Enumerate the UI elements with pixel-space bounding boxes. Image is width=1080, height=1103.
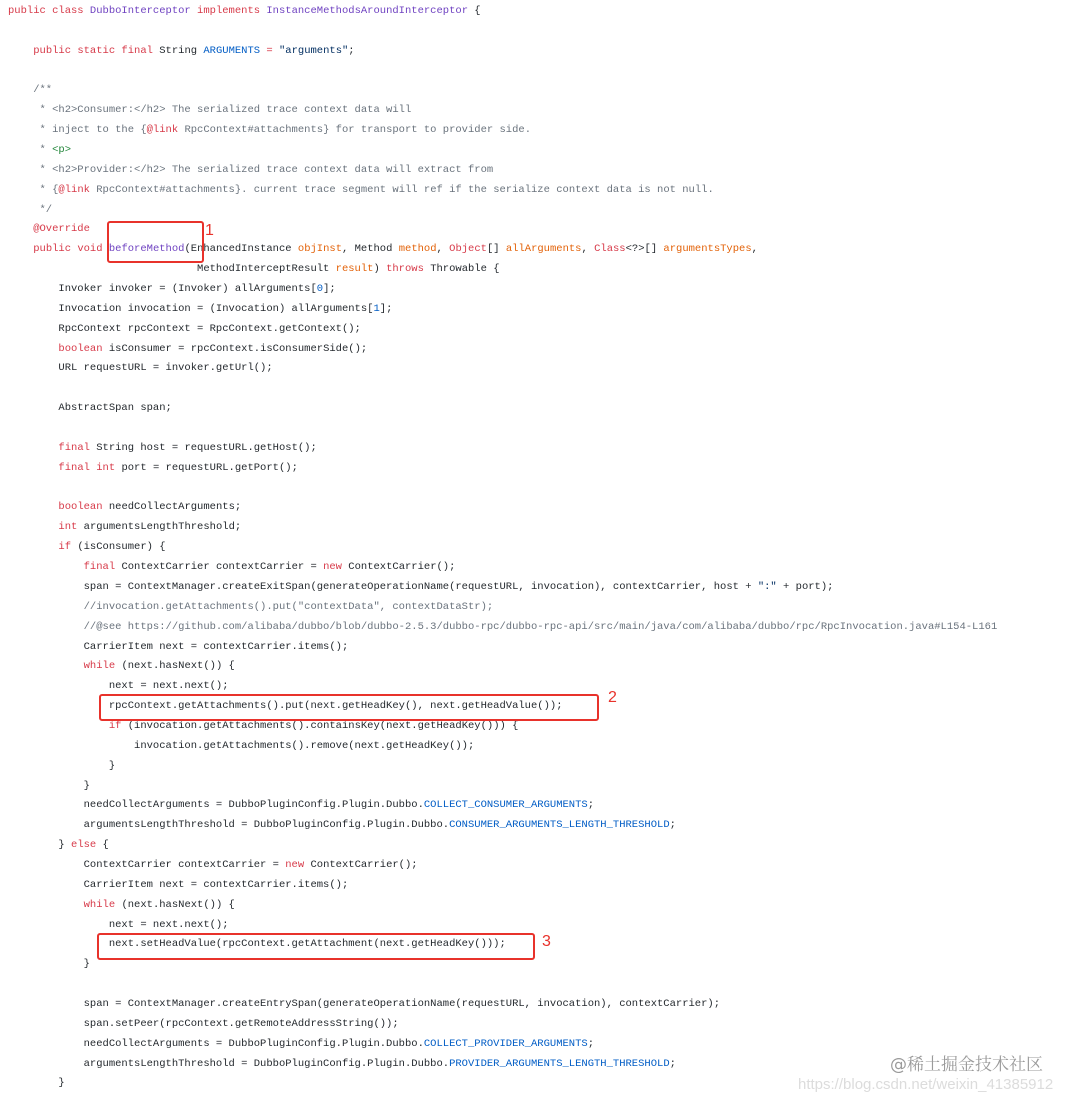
code-line: [8, 1055, 997, 1075]
code-line: [8, 737, 997, 757]
code-token: span = ContextManager.createEntrySpan(generateOperationName(requestURL, invocation), contextCarrier);: [8, 997, 721, 1010]
code-token: needCollectArguments = DubboPluginConfig.Plugin.Dubbo.: [8, 1037, 424, 1050]
code-token: //invocation.getAttachments().put("contextData", contextDataStr);: [8, 600, 494, 613]
code-token: next.setHeadValue(rpcContext.getAttachment(next.getHeadKey()));: [8, 938, 506, 951]
code-token: [8, 899, 84, 911]
code-token: ,: [436, 243, 450, 256]
code-line: [8, 359, 997, 379]
highlight-box-2: [99, 694, 599, 721]
code-token: =: [266, 44, 279, 57]
code-token: ;: [587, 799, 595, 812]
code-token: * {: [8, 183, 59, 196]
code-token: ContextCarrier();: [310, 858, 418, 871]
code-token: URL requestURL = invoker.getUrl();: [8, 362, 273, 375]
code-line: [8, 876, 997, 896]
code-line: [8, 439, 997, 459]
code-token: [8, 243, 33, 255]
code-line: [8, 777, 997, 797]
code-token: span = ContextManager.createExitSpan(generateOperationName(requestURL, invocation), contextCarrier, host +: [8, 580, 758, 593]
code-token: (isConsumer) {: [77, 541, 166, 554]
code-token: final int: [58, 461, 122, 474]
code-token: ,: [581, 243, 595, 256]
code-token: [8, 462, 58, 474]
code-token: (next.hasNext()) {: [121, 660, 235, 673]
code-token: COLLECT_PROVIDER_ARGUMENTS: [423, 1037, 588, 1050]
code-token: final: [83, 561, 122, 574]
code-line: [8, 836, 997, 856]
code-token: }: [8, 1077, 65, 1090]
code-token: argumentsLengthThreshold;: [83, 521, 242, 534]
code-token: AbstractSpan span;: [8, 402, 172, 415]
code-token: {: [474, 5, 481, 17]
code-token: String host = requestURL.getHost();: [96, 441, 317, 454]
code-token: /**: [8, 84, 53, 97]
code-line: [8, 42, 997, 62]
code-token: ,: [751, 243, 758, 256]
code-line: [8, 796, 997, 816]
code-token: InstanceMethodsAroundInterceptor: [266, 5, 475, 17]
code-line: [8, 340, 997, 360]
code-line: [8, 896, 997, 916]
code-token: boolean: [58, 342, 109, 355]
code-token: RpcContext rpcContext = RpcContext.getContext();: [8, 322, 361, 335]
code-token: */: [8, 203, 53, 216]
code-token: port = requestURL.getPort();: [121, 461, 298, 474]
code-line: [8, 538, 997, 558]
code-token: span.setPeer(rpcContext.getRemoteAddressString());: [8, 1017, 399, 1030]
code-token: Class: [594, 243, 626, 256]
annotation-label-3: 3: [542, 933, 551, 950]
code-line: [8, 101, 997, 121]
code-token: * inject to the {: [8, 124, 147, 137]
code-line: [8, 399, 997, 419]
code-token: Invoker invoker = (Invoker) allArguments[: [8, 283, 317, 296]
code-token: CarrierItem next = contextCarrier.items();: [8, 640, 349, 653]
code-line: [8, 81, 997, 101]
highlight-box-3: [97, 933, 535, 960]
code-token: COLLECT_CONSUMER_ARGUMENTS: [423, 799, 588, 812]
code-token: ARGUMENTS: [203, 44, 267, 57]
code-token: method: [398, 243, 437, 256]
code-token: {: [102, 839, 109, 852]
code-line: [8, 2, 997, 22]
code-token: final: [58, 441, 97, 454]
code-token: }: [8, 958, 90, 971]
code-token: String: [159, 44, 204, 57]
code-token: ];: [379, 302, 393, 315]
code-token: ;: [669, 819, 676, 832]
code-token: public static final: [33, 44, 160, 57]
code-token: <?>[]: [625, 243, 664, 256]
code-token: allArguments: [505, 243, 582, 256]
code-line: [8, 638, 997, 658]
code-token: isConsumer = rpcContext.isConsumerSide();: [108, 342, 368, 355]
code-line: [8, 657, 997, 677]
code-token: *: [8, 144, 53, 157]
code-token: [8, 660, 84, 672]
code-token: [8, 501, 58, 513]
code-line: [8, 62, 997, 82]
code-token: new: [285, 858, 311, 871]
watermark-site: @稀土掘金技术社区: [890, 1055, 1043, 1075]
code-token: ;: [669, 1057, 676, 1070]
code-token: argumentsLengthThreshold = DubboPluginConfig.Plugin.Dubbo.: [8, 819, 450, 832]
code-token: ): [373, 263, 387, 276]
code-token: ContextCarrier();: [348, 561, 456, 574]
code-token: (EnhancedInstance: [184, 243, 298, 256]
code-token: , Method: [342, 243, 399, 256]
code-token: [8, 541, 58, 553]
code-token: next = next.next();: [8, 918, 229, 931]
code-token: @link: [58, 183, 90, 196]
code-token: public class: [8, 5, 90, 17]
code-token: Object: [449, 243, 487, 256]
code-token: <p>: [52, 144, 72, 157]
code-token: [8, 720, 109, 732]
annotation-label-2: 2: [608, 689, 617, 706]
code-line: [8, 141, 997, 161]
code-token: rpcContext.getAttachments().put(next.getHeadKey(), next.getHeadValue());: [8, 700, 563, 713]
code-token: else: [71, 839, 103, 852]
code-token: result: [335, 263, 374, 276]
code-token: ContextCarrier contextCarrier =: [121, 561, 324, 574]
code-line: [8, 419, 997, 439]
code-token: next = next.next();: [8, 680, 229, 693]
annotation-label-1: 1: [205, 222, 214, 239]
code-line: [8, 816, 997, 836]
code-token: PROVIDER_ARGUMENTS_LENGTH_THRESHOLD: [449, 1057, 670, 1070]
code-token: @link: [146, 124, 179, 137]
code-token: MethodInterceptResult: [8, 263, 336, 276]
code-token: DubboInterceptor: [89, 5, 198, 17]
code-token: argumentsLengthThreshold = DubboPluginConfig.Plugin.Dubbo.: [8, 1057, 450, 1070]
code-line: [8, 459, 997, 479]
code-token: [8, 442, 58, 454]
code-token: (invocation.getAttachments().containsKey(next.getHeadKey())) {: [127, 719, 519, 732]
code-line: [8, 379, 997, 399]
code-line: [8, 1035, 997, 1055]
code-token: if: [58, 541, 78, 554]
code-line: [8, 498, 997, 518]
code-token: * <h2>Consumer:</h2> The serialized trace context data will: [8, 104, 412, 117]
code-line: [8, 300, 997, 320]
code-token: CONSUMER_ARGUMENTS_LENGTH_THRESHOLD: [449, 819, 670, 832]
code-line: [8, 995, 997, 1015]
code-token: argumentsTypes: [663, 243, 752, 256]
code-token: [8, 521, 58, 533]
code-token: beforeMethod: [108, 243, 185, 256]
code-token: "arguments": [278, 44, 349, 57]
code-line: [8, 479, 997, 499]
code-block: [8, 2, 997, 1094]
code-line: [8, 578, 997, 598]
code-token: ];: [323, 283, 336, 296]
code-token: invocation.getAttachments().remove(next.getHeadKey());: [8, 739, 475, 752]
code-token: boolean: [58, 501, 109, 514]
code-token: }: [8, 759, 116, 772]
code-line: [8, 280, 997, 300]
code-token: (next.hasNext()) {: [121, 898, 235, 911]
code-token: ;: [348, 44, 355, 57]
code-token: RpcContext#attachments} for transport to provider side.: [178, 124, 531, 137]
code-token: objInst: [297, 243, 342, 256]
code-token: needCollectArguments = DubboPluginConfig.Plugin.Dubbo.: [8, 799, 424, 812]
code-token: [8, 45, 33, 57]
code-token: //@see https://github.com/alibaba/dubbo/blob/dubbo-2.5.3/dubbo-rpc/dubbo-rpc-api/src/main/java/com/alibaba/dubbo/rpc/RpcInvocation.java#L154-L161: [8, 620, 998, 633]
code-token: @Override: [8, 223, 90, 236]
code-line: [8, 22, 997, 42]
code-token: ;: [587, 1037, 595, 1050]
code-token: Throwable {: [430, 263, 500, 276]
code-token: int: [58, 521, 84, 534]
code-line: [8, 618, 997, 638]
code-line: [8, 161, 997, 181]
code-line: [8, 121, 997, 141]
code-line: [8, 201, 997, 221]
code-token: while: [83, 660, 122, 673]
code-token: needCollectArguments;: [108, 501, 242, 514]
code-token: RpcContext#attachments}. current trace segment will ref if the serialize context data is not null.: [89, 183, 714, 196]
code-line: [8, 598, 997, 618]
code-token: [8, 561, 84, 573]
code-line: [8, 518, 997, 538]
code-line: [8, 975, 997, 995]
code-line: [8, 320, 997, 340]
code-token: implements: [197, 5, 267, 17]
code-token: [8, 343, 58, 355]
code-token: }: [8, 839, 72, 852]
code-token: if: [108, 719, 128, 732]
code-token: * <h2>Provider:</h2> The serialized trace context data will extract from: [8, 163, 494, 176]
code-token: while: [83, 898, 122, 911]
code-token: CarrierItem next = contextCarrier.items();: [8, 878, 349, 891]
code-token: public void: [33, 243, 109, 256]
code-token: Invocation invocation = (Invocation) allArguments[: [8, 302, 374, 315]
code-token: []: [486, 243, 506, 256]
code-line: [8, 757, 997, 777]
code-line: [8, 1015, 997, 1035]
code-token: new: [323, 561, 349, 574]
code-token: throws: [386, 263, 431, 276]
code-line: [8, 260, 997, 280]
highlight-box-1: [107, 221, 204, 263]
code-token: 1: [373, 302, 380, 315]
code-line: [8, 856, 997, 876]
code-line: [8, 181, 997, 201]
code-token: 0: [316, 283, 324, 296]
code-token: }: [8, 779, 90, 792]
code-token: ContextCarrier contextCarrier =: [8, 858, 286, 871]
code-token: + port);: [776, 580, 834, 593]
watermark-url: https://blog.csdn.net/weixin_41385912: [798, 1076, 1054, 1093]
code-token: ":": [757, 580, 777, 593]
code-line: [8, 558, 997, 578]
